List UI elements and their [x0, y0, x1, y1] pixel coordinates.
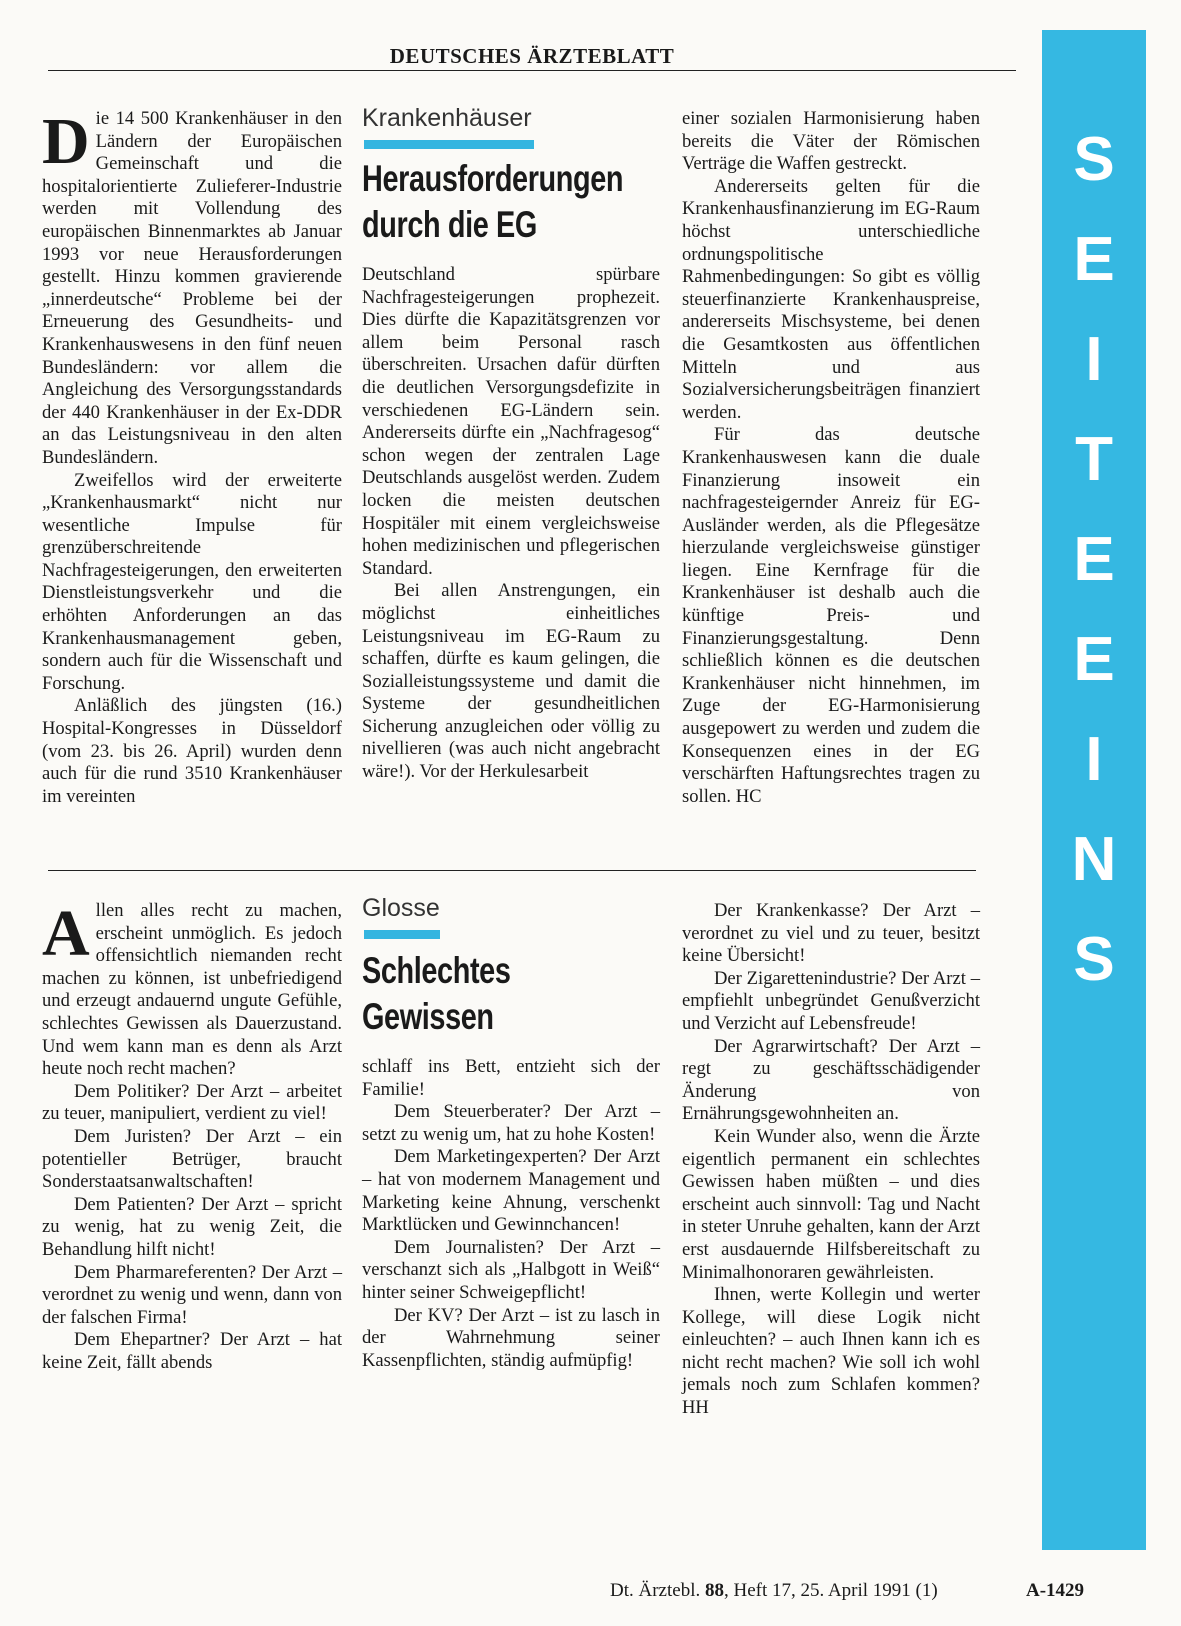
paragraph: Bei allen Anstrengungen, ein möglichst einheitliches Leistungsniveau im EG-Raum zu schaffen, dürfte es kaum gelingen, die Sozialleistungssysteme und damit die Systeme der gesundheitlichen Sicherung anzugleichen oder völlig zu nivellieren (was auch nicht angebracht wäre!). Vor der Herkulesarbeit: [362, 580, 660, 783]
paragraph: einer sozialen Harmonisierung haben bereits die Väter der Römischen Verträge die Waffen gestreckt.: [682, 108, 980, 175]
paragraph: Ihnen, werte Kollegin und werter Kollege, will diese Logik nicht einleuchten? – auch Ihnen kann ich es nicht recht machen? Wie soll ich wohl jemals noch zum Schlafen kommen? HH: [682, 1284, 980, 1419]
paragraph: Der Agrarwirtschaft? Der Arzt – regt zu geschäftsschädigender Änderung von Ernährungsgewohnheiten an.: [682, 1035, 980, 1125]
footer-rest: , Heft 17, 25. April 1991 (1): [723, 1580, 938, 1601]
band-letter: I: [1085, 725, 1103, 794]
paragraph: Für das deutsche Krankenhauswesen kann die duale Finanzierung insoweit ein nachfragesteigernder Anreiz für EG-Ausländer werden, als die Pflegesätze hierzulande vergleichsweise günstiger liegen. Eine Kernfrage für die Krankenhäuser ist deshalb auch die künftige Preis- und Finanzierungsgestaltung. Denn schließlich können es die deutschen Krankenhäuser nicht hinnehmen, im Zuge der EG-Harmonisierung ausgepowert zu werden und zudem die Konsequenzen eines in der EG verschärften Haftungsrechtes tragen zu sollen. HC: [682, 424, 980, 807]
paragraph: ie 14 500 Krankenhäuser in den Ländern der Europäischen Gemeinschaft und die hospitalorientierte Zulieferer-Industrie werden mit Vollendung des europäischen Binnenmarktes ab Januar 1993 vor neue Herausforderungen gestellt. Hinzu kommen gravierende „innerdeutsche“ Probleme bei der Erneuerung des Gesundheits- und Krankenhauswesens in den fünf neuen Bundesländern: vor allem die Angleichung des Versorgungsstandards der 440 Krankenhäuser in der Ex-DDR an das Leistungsniveau in den alten Bundesländern.: [42, 108, 342, 468]
paragraph: Dem Juristen? Der Arzt – ein potentieller Betrüger, braucht Sonderstaatsanwaltschaften!: [42, 1125, 342, 1193]
paragraph: llen alles recht zu machen, erscheint unmöglich. Es jedoch offensichtlich niemanden recht machen zu können, ist unbefriedigend und erzeugt andauernd ungute Gefühle, schlechtes Gewissen als Dauerzustand. Und wem kann man es denn als Arzt heute noch recht machen?: [42, 900, 342, 1080]
paragraph: Deutschland spürbare Nachfragesteigerungen prophezeit. Dies dürfte die Kapazitätsgrenzen vor allem beim Personal rasch überschreiten. Ursachen dafür dürften die deutlichen Versorgungsdefizite in verschiedenen EG-Ländern sein. Andererseits dürfte ein „Nachfragesog“ schon wegen der zentralen Lage Deutschlands ausgelöst werden. Zudem locken die meisten deutschen Hospitäler mit einem vergleichsweise hohen medizinischen und pflegerischen Standard.: [362, 264, 660, 579]
band-letters: [1042, 110, 1146, 1010]
paragraph: Der KV? Der Arzt – ist zu lasch in der Wahrnehmung seiner Kassenpflichten, ständig aufmüpfig!: [362, 1304, 660, 1371]
article1-kicker: Krankenhäuser: [362, 104, 532, 132]
article1-col2: [362, 264, 660, 784]
paragraph: Dem Patienten? Der Arzt – spricht zu wenig, hat zu wenig Zeit, die Behandlung hilft nicht!: [42, 1193, 342, 1260]
drop-cap: D: [42, 105, 90, 178]
seite-eins-band: [1042, 30, 1146, 1550]
band-letter: I: [1085, 325, 1103, 394]
drop-cap: A: [42, 897, 90, 970]
article2-headline: [362, 948, 565, 1040]
footer-prefix: Dt. Ärztebl.: [610, 1580, 701, 1601]
headline-line: Schlechtes: [362, 950, 511, 991]
footer-volume: 88: [704, 1580, 724, 1601]
masthead: DEUTSCHES ÄRZTEBLATT: [389, 44, 675, 68]
article2-col3: [682, 900, 980, 1420]
headline-line: Gewissen: [362, 996, 494, 1037]
article1-headline: [362, 156, 658, 248]
band-letter: E: [1073, 625, 1115, 694]
band-letter: N: [1071, 825, 1117, 894]
article2-kicker: Glosse: [362, 894, 440, 922]
paragraph: Zweifellos wird der erweiterte „Krankenhausmarkt“ nicht nur wesentliche Impulse für grenzüberschreitende Nachfragesteigerungen, den erweiterten Dienstleistungsverkehr und die erhöhten Anforderungen an das Krankenhausmanagement geben, sondern auch für die Wissenschaft und Forschung.: [42, 469, 342, 694]
headline-line: Herausforderungen: [362, 158, 624, 199]
paragraph: Dem Politiker? Der Arzt – arbeitet zu teuer, manipuliert, verdient zu viel!: [42, 1080, 342, 1125]
masthead-rule: [48, 70, 1016, 71]
paragraph: Dem Pharmareferenten? Der Arzt – verordnet zu wenig und wenn, dann von der falschen Firma!: [42, 1261, 342, 1328]
band-letter: E: [1073, 225, 1115, 294]
band-letter: S: [1073, 125, 1115, 194]
article1-col1: [42, 105, 342, 808]
kicker-bar: [364, 140, 534, 149]
paragraph: Dem Ehepartner? Der Arzt – hat keine Zeit, fällt abends: [42, 1329, 342, 1373]
paragraph: Anläßlich des jüngsten (16.) Hospital-Kongresses in Düsseldorf (vom 23. bis 26. April) wurden denn auch für die rund 3510 Krankenhäuser im vereinten: [42, 695, 342, 807]
paragraph: Andererseits gelten für die Krankenhausfinanzierung im EG-Raum höchst unterschiedliche ordnungspolitische Rahmenbedingungen: So gibt es völlig steuerfinanzierte Krankenhauspreise, andererseits Mischsysteme, bei denen die Gesamtkosten aus öffentlichen Mitteln und aus Sozialversicherungsbeiträgen finanziert werden.: [682, 175, 980, 423]
paragraph: schlaff ins Bett, entzieht sich der Familie!: [362, 1056, 660, 1100]
paragraph: Dem Marketingexperten? Der Arzt – hat von modernem Management und Marketing keine Ahnung, verschenkt Marktlücken und Gewinnchancen!: [362, 1146, 660, 1236]
paragraph: Dem Journalisten? Der Arzt – verschanzt sich als „Halbgott in Weiß“ hinter seiner Schweigepflicht!: [362, 1236, 660, 1303]
paragraph: Der Krankenkasse? Der Arzt – verordnet zu viel und zu teuer, besitzt keine Übersicht!: [682, 900, 980, 967]
article2-col2: [362, 1056, 660, 1372]
paragraph: Kein Wunder also, wenn die Ärzte eigentlich permanent ein schlechtes Gewissen haben müßten – und dies erscheint auch sinnvoll: Tag und Nacht in steter Unruhe gehalten, kann der Arzt erst ausdauernde Hilfsbereitschaft zu Minimalhonoraren gewährleisten.: [682, 1125, 980, 1283]
paragraph: Der Zigarettenindustrie? Der Arzt – empfiehlt unbegründet Genußverzicht und Verzicht auf Lebensfreude!: [682, 967, 980, 1034]
paragraph: Dem Steuerberater? Der Arzt – setzt zu wenig um, hat zu hohe Kosten!: [362, 1101, 660, 1145]
section-divider: [48, 870, 976, 871]
band-letter: S: [1073, 925, 1115, 994]
article2-col1: [42, 897, 342, 1374]
headline-line: durch die EG: [362, 204, 537, 245]
article1-col3: [682, 108, 980, 808]
band-letter: T: [1075, 425, 1113, 494]
kicker-bar: [364, 930, 440, 939]
page-number: A-1429: [1026, 1580, 1085, 1601]
band-letter: E: [1073, 525, 1115, 594]
footer-citation: [610, 1580, 938, 1602]
